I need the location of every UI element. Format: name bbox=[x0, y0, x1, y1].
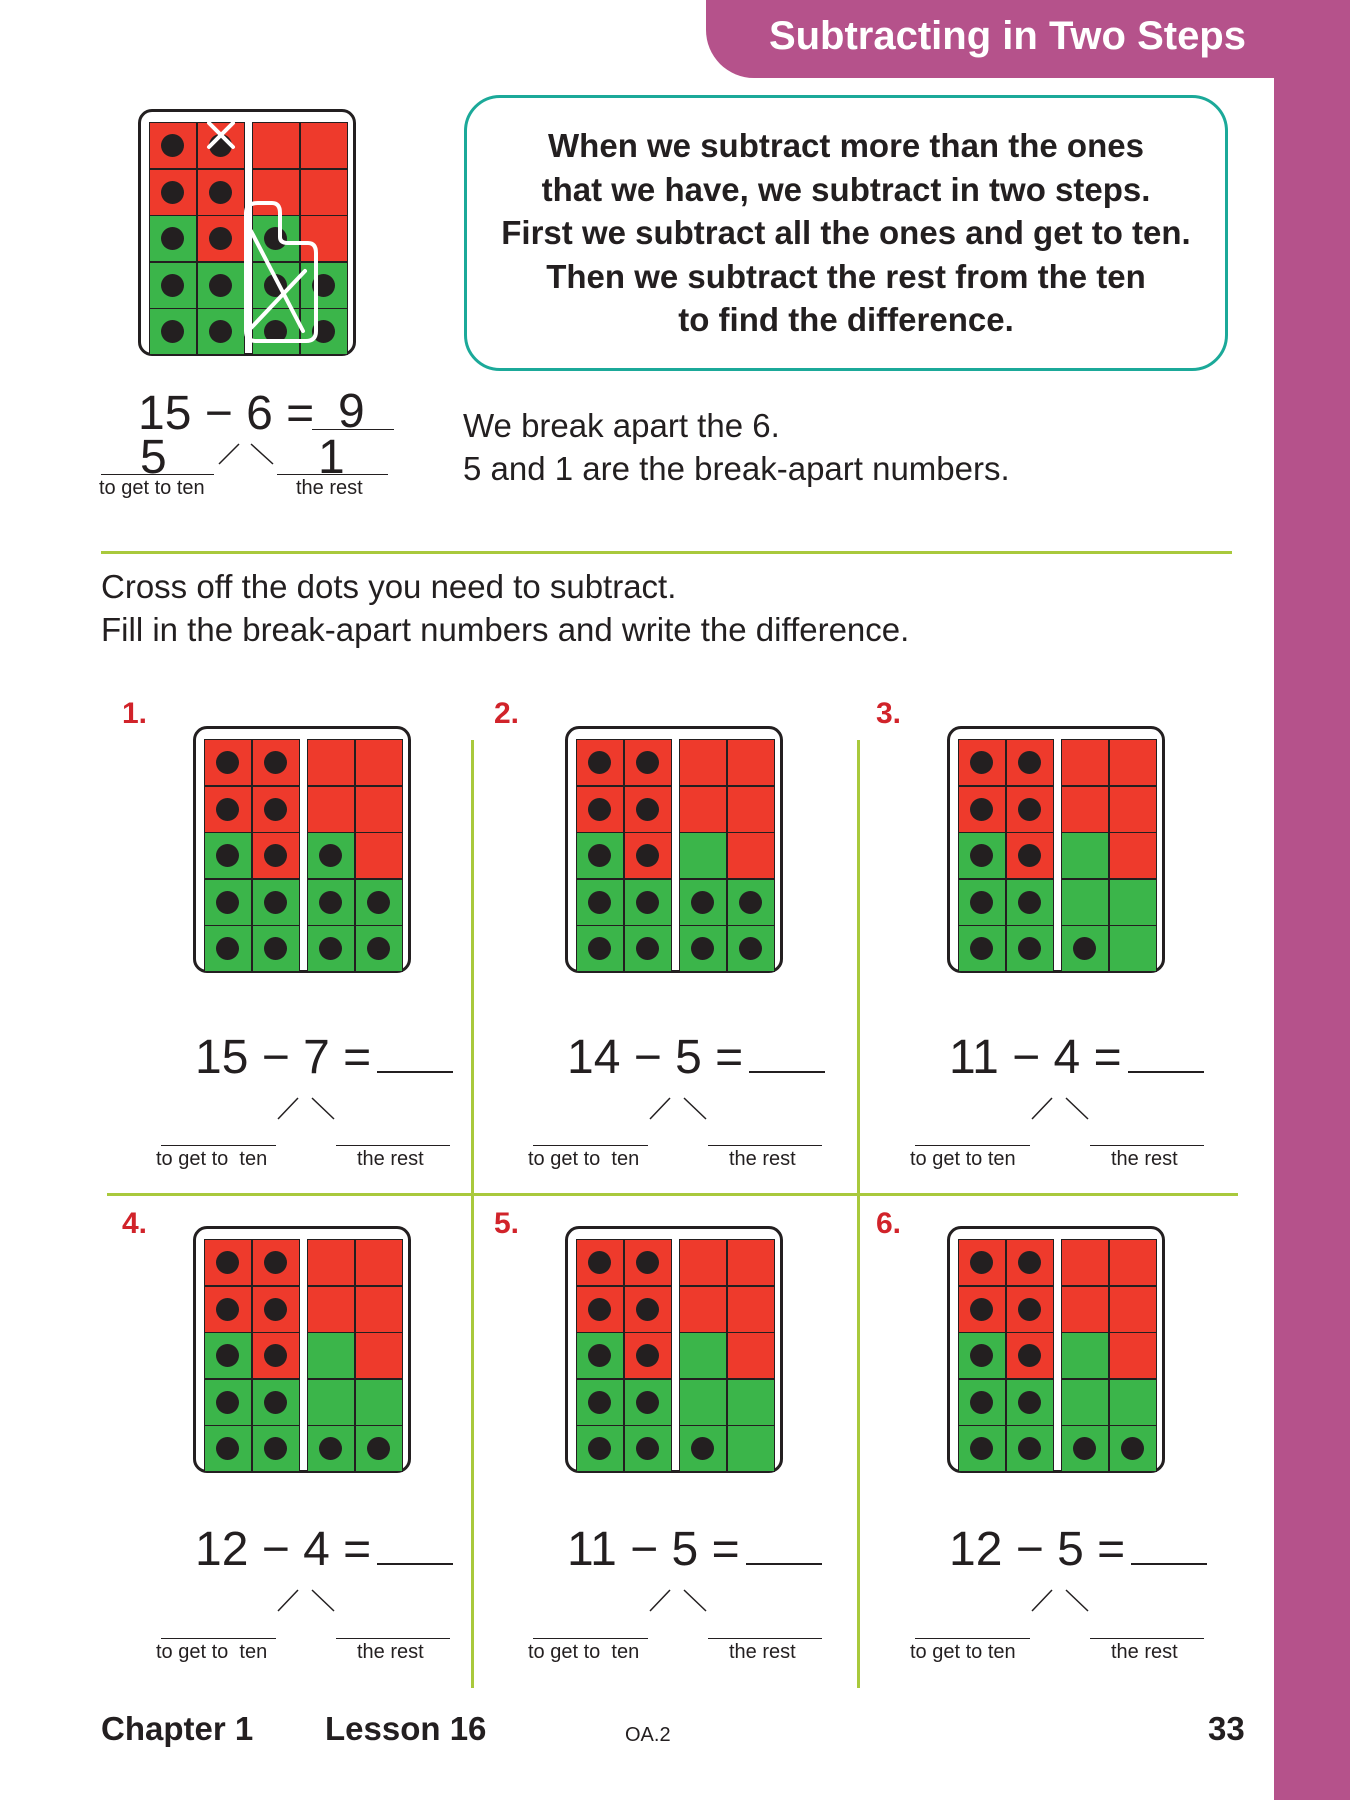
ten-frame-cell bbox=[577, 787, 623, 832]
ten-frame-right bbox=[307, 1239, 403, 1472]
counter-dot[interactable] bbox=[264, 1437, 287, 1460]
label-the-rest: the rest bbox=[1111, 1148, 1178, 1170]
ten-frame-cell bbox=[1062, 880, 1108, 925]
ten-frame-cell bbox=[959, 787, 1005, 832]
ten-frame-cell bbox=[680, 1426, 726, 1471]
counter-dot[interactable] bbox=[264, 1344, 287, 1367]
ten-frame-right bbox=[1061, 1239, 1157, 1472]
counter-dot[interactable] bbox=[319, 1437, 342, 1460]
rule-text: When we subtract more than the ones bbox=[548, 127, 1144, 165]
ten-frame-left bbox=[204, 739, 300, 972]
ten-frame-cell bbox=[1110, 1287, 1156, 1332]
ten-frame-cell bbox=[205, 926, 251, 971]
counter-dot[interactable] bbox=[588, 1344, 611, 1367]
counter-dot[interactable] bbox=[216, 844, 239, 867]
counter-dot[interactable] bbox=[691, 937, 714, 960]
counter-dot[interactable] bbox=[970, 1298, 993, 1321]
counter-dot[interactable] bbox=[367, 937, 390, 960]
counter-dot[interactable] bbox=[970, 751, 993, 774]
answer-blank[interactable] bbox=[749, 1070, 825, 1073]
ten-frame-cell bbox=[356, 1426, 402, 1471]
counter-dot[interactable] bbox=[970, 891, 993, 914]
ten-frame-left bbox=[576, 1239, 672, 1472]
rule-text: that we have, we subtract in two steps. bbox=[541, 170, 1151, 208]
counter-dot[interactable] bbox=[739, 937, 762, 960]
ten-frame-cell bbox=[308, 1333, 354, 1378]
ten-frame-cell bbox=[356, 1380, 402, 1425]
ten-frame-cell bbox=[205, 1333, 251, 1378]
ten-frame-cell bbox=[680, 833, 726, 878]
counter-dot[interactable] bbox=[739, 891, 762, 914]
break-apart-branches bbox=[274, 1094, 338, 1122]
ten-frame-cell bbox=[728, 1380, 774, 1425]
counter-dot[interactable] bbox=[970, 1437, 993, 1460]
counter-dot[interactable] bbox=[264, 798, 287, 821]
ten-frame-cell bbox=[625, 833, 671, 878]
counter-dot[interactable] bbox=[588, 798, 611, 821]
label-the-rest: the rest bbox=[729, 1148, 796, 1170]
section-divider bbox=[101, 551, 1232, 554]
counter-dot[interactable] bbox=[319, 844, 342, 867]
ten-frame-cell bbox=[959, 740, 1005, 785]
equation-text: 15 − 7 = bbox=[195, 1031, 372, 1084]
ten-frame-cell bbox=[205, 880, 251, 925]
ten-frame-pair bbox=[565, 1226, 783, 1473]
ten-frame-cell bbox=[205, 787, 251, 832]
answer-line bbox=[312, 429, 394, 430]
ten-frame-cell bbox=[1110, 833, 1156, 878]
ten-frame-cell bbox=[1007, 926, 1053, 971]
page-number: 33 bbox=[1208, 1710, 1245, 1747]
label-the-rest: the rest bbox=[1111, 1641, 1178, 1663]
ten-frame-cell bbox=[1007, 1287, 1053, 1332]
counter-dot[interactable] bbox=[1018, 1391, 1041, 1414]
problem-equation bbox=[567, 1031, 825, 1084]
explanation-text: We break apart the 6. bbox=[463, 407, 780, 444]
ten-frame-cell bbox=[1110, 787, 1156, 832]
ten-frame-cell bbox=[1007, 1240, 1053, 1285]
rule-callout-box bbox=[464, 95, 1228, 371]
ten-frame-cell bbox=[959, 1240, 1005, 1285]
label-to-get-to-ten: to get to ten bbox=[910, 1148, 1016, 1170]
ten-frame-cell bbox=[728, 1426, 774, 1471]
ten-frame-cell bbox=[959, 1380, 1005, 1425]
ten-frame-cell bbox=[959, 833, 1005, 878]
ten-frame-cell bbox=[308, 1287, 354, 1332]
problem-equation bbox=[195, 1523, 453, 1576]
ten-frame-cell bbox=[680, 880, 726, 925]
example-equation: 15 − 6 = bbox=[138, 387, 315, 440]
grid-divider bbox=[471, 740, 474, 1688]
label-to-get-to-ten: to get to ten bbox=[156, 1148, 268, 1170]
counter-dot[interactable] bbox=[636, 1251, 659, 1274]
counter-dot[interactable] bbox=[1018, 1344, 1041, 1367]
instruction-text: Cross off the dots you need to subtract. bbox=[101, 568, 677, 605]
counter-dot[interactable] bbox=[216, 1344, 239, 1367]
ten-frame-cell bbox=[308, 740, 354, 785]
ten-frame-cell bbox=[959, 1426, 1005, 1471]
part-rest-blank[interactable] bbox=[708, 1145, 822, 1146]
counter-dot[interactable] bbox=[216, 1298, 239, 1321]
part-rest-line bbox=[277, 474, 388, 475]
answer-blank[interactable] bbox=[1131, 1562, 1207, 1565]
ten-frame-cell bbox=[625, 1240, 671, 1285]
ten-frame-cell bbox=[1110, 880, 1156, 925]
ten-frame-cell bbox=[1062, 1333, 1108, 1378]
label-to-get-to-ten: to get to ten bbox=[156, 1641, 268, 1663]
break-apart-branches bbox=[1028, 1586, 1092, 1614]
counter-dot[interactable] bbox=[970, 1391, 993, 1414]
ten-frame-cell bbox=[1062, 1287, 1108, 1332]
counter-dot[interactable] bbox=[319, 891, 342, 914]
counter-dot[interactable] bbox=[367, 891, 390, 914]
counter-dot[interactable] bbox=[636, 1344, 659, 1367]
problem-number: 5. bbox=[494, 1207, 520, 1240]
counter-dot[interactable] bbox=[1018, 891, 1041, 914]
label-the-rest: the rest bbox=[296, 477, 363, 499]
ten-frame-cell bbox=[625, 1380, 671, 1425]
ten-frame-pair bbox=[193, 1226, 411, 1473]
ten-frame-pair bbox=[947, 1226, 1165, 1473]
ten-frame-cell bbox=[680, 926, 726, 971]
counter-dot[interactable] bbox=[1121, 1437, 1144, 1460]
ten-frame-cell bbox=[308, 1240, 354, 1285]
counter-dot[interactable] bbox=[588, 937, 611, 960]
counter-dot[interactable] bbox=[588, 1298, 611, 1321]
answer-blank[interactable] bbox=[377, 1562, 453, 1565]
counter-dot[interactable] bbox=[1018, 1437, 1041, 1460]
label-the-rest: the rest bbox=[357, 1641, 424, 1663]
problem-equation bbox=[567, 1523, 822, 1576]
problem-number: 2. bbox=[494, 697, 520, 730]
counter-dot[interactable] bbox=[691, 1437, 714, 1460]
counter-dot[interactable] bbox=[588, 1437, 611, 1460]
ten-frame-cell bbox=[1062, 833, 1108, 878]
example-part-ten: 5 bbox=[140, 431, 167, 484]
ten-frame-right bbox=[679, 739, 775, 972]
counter-dot[interactable] bbox=[588, 751, 611, 774]
problem-equation bbox=[195, 1031, 453, 1084]
ten-frame-left bbox=[958, 739, 1054, 972]
ten-frame-cell bbox=[253, 1240, 299, 1285]
footer-lesson: Lesson 16 bbox=[325, 1710, 487, 1747]
ten-frame-cell bbox=[728, 880, 774, 925]
counter-dot[interactable] bbox=[1018, 1298, 1041, 1321]
ten-frame-right bbox=[679, 1239, 775, 1472]
counter-dot[interactable] bbox=[691, 891, 714, 914]
counter-dot[interactable] bbox=[970, 844, 993, 867]
ten-frame-cell bbox=[356, 926, 402, 971]
ten-frame-cell bbox=[1062, 926, 1108, 971]
example-cross-marks bbox=[138, 109, 358, 359]
example-answer: 9 bbox=[338, 385, 365, 438]
ten-frame-cell bbox=[728, 787, 774, 832]
counter-dot[interactable] bbox=[216, 1251, 239, 1274]
counter-dot[interactable] bbox=[636, 937, 659, 960]
label-to-get-to-ten: to get to ten bbox=[99, 477, 205, 499]
label-to-get-to-ten: to get to ten bbox=[910, 1641, 1016, 1663]
break-apart-branches bbox=[1028, 1094, 1092, 1122]
counter-dot[interactable] bbox=[588, 891, 611, 914]
break-apart-branches bbox=[215, 438, 277, 468]
equation-text: 12 − 5 = bbox=[949, 1523, 1126, 1576]
counter-dot[interactable] bbox=[264, 1298, 287, 1321]
equation-text: 11 − 4 = bbox=[949, 1031, 1122, 1084]
ten-frame-cell bbox=[356, 1240, 402, 1285]
counter-dot[interactable] bbox=[319, 937, 342, 960]
counter-dot[interactable] bbox=[264, 1251, 287, 1274]
ten-frame-cell bbox=[577, 833, 623, 878]
counter-dot[interactable] bbox=[588, 1391, 611, 1414]
ten-frame-cell bbox=[1062, 740, 1108, 785]
counter-dot[interactable] bbox=[636, 1437, 659, 1460]
counter-dot[interactable] bbox=[636, 1298, 659, 1321]
ten-frame-cell bbox=[625, 926, 671, 971]
ten-frame-cell bbox=[680, 740, 726, 785]
problem-number: 1. bbox=[122, 697, 148, 730]
ten-frame-cell bbox=[959, 1287, 1005, 1332]
footer-chapter: Chapter 1 bbox=[101, 1710, 254, 1747]
ten-frame-cell bbox=[1110, 1240, 1156, 1285]
counter-dot[interactable] bbox=[264, 937, 287, 960]
ten-frame-cell bbox=[356, 1287, 402, 1332]
ten-frame-cell bbox=[308, 1426, 354, 1471]
explanation-text: 5 and 1 are the break-apart numbers. bbox=[463, 450, 1010, 487]
counter-dot[interactable] bbox=[970, 937, 993, 960]
ten-frame-cell bbox=[625, 880, 671, 925]
counter-dot[interactable] bbox=[1073, 937, 1096, 960]
break-apart-branches bbox=[646, 1094, 710, 1122]
rule-text: First we subtract all the ones and get to ten. bbox=[501, 214, 1191, 252]
ten-frame-cell bbox=[577, 1426, 623, 1471]
ten-frame-right bbox=[1061, 739, 1157, 972]
ten-frame-cell bbox=[1110, 740, 1156, 785]
counter-dot[interactable] bbox=[970, 1344, 993, 1367]
ten-frame-cell bbox=[680, 1287, 726, 1332]
ten-frame-left bbox=[204, 1239, 300, 1472]
ten-frame-cell bbox=[680, 1240, 726, 1285]
ten-frame-cell bbox=[728, 1287, 774, 1332]
ten-frame-cell bbox=[1007, 1426, 1053, 1471]
counter-dot[interactable] bbox=[1018, 751, 1041, 774]
ten-frame-cell bbox=[1110, 926, 1156, 971]
ten-frame-cell bbox=[205, 1380, 251, 1425]
counter-dot[interactable] bbox=[636, 1391, 659, 1414]
ten-frame-left bbox=[576, 739, 672, 972]
ten-frame-cell bbox=[577, 926, 623, 971]
ten-frame-cell bbox=[577, 1380, 623, 1425]
ten-frame-right bbox=[307, 739, 403, 972]
ten-frame-cell bbox=[308, 833, 354, 878]
grid-divider bbox=[107, 1193, 1238, 1196]
part-ten-blank[interactable] bbox=[533, 1145, 648, 1146]
ten-frame-cell bbox=[1007, 787, 1053, 832]
ten-frame-pair bbox=[193, 726, 411, 973]
ten-frame-cell bbox=[253, 787, 299, 832]
ten-frame-cell bbox=[253, 833, 299, 878]
ten-frame-cell bbox=[308, 787, 354, 832]
ten-frame-cell bbox=[1110, 1333, 1156, 1378]
part-rest-blank[interactable] bbox=[708, 1638, 822, 1639]
equation-text: 12 − 4 = bbox=[195, 1523, 372, 1576]
ten-frame-cell bbox=[959, 1333, 1005, 1378]
counter-dot[interactable] bbox=[1018, 937, 1041, 960]
counter-dot[interactable] bbox=[264, 844, 287, 867]
counter-dot[interactable] bbox=[216, 937, 239, 960]
counter-dot[interactable] bbox=[1018, 1251, 1041, 1274]
ten-frame-cell bbox=[205, 833, 251, 878]
counter-dot[interactable] bbox=[970, 1251, 993, 1274]
ten-frame-cell bbox=[308, 1380, 354, 1425]
ten-frame-cell bbox=[356, 740, 402, 785]
ten-frame-left bbox=[958, 1239, 1054, 1472]
counter-dot[interactable] bbox=[636, 798, 659, 821]
ten-frame-cell bbox=[577, 1240, 623, 1285]
part-rest-blank[interactable] bbox=[336, 1638, 450, 1639]
ten-frame-cell bbox=[1007, 740, 1053, 785]
ten-frame-cell bbox=[1007, 1333, 1053, 1378]
part-ten-blank[interactable] bbox=[161, 1638, 276, 1639]
break-apart-branches bbox=[646, 1586, 710, 1614]
answer-blank[interactable] bbox=[1128, 1070, 1204, 1073]
ten-frame-cell bbox=[1007, 880, 1053, 925]
ten-frame-cell bbox=[253, 880, 299, 925]
ten-frame-cell bbox=[625, 1333, 671, 1378]
label-to-get-to-ten: to get to ten bbox=[528, 1148, 640, 1170]
ten-frame-cell bbox=[1007, 1380, 1053, 1425]
ten-frame-cell bbox=[625, 787, 671, 832]
counter-dot[interactable] bbox=[216, 798, 239, 821]
label-to-get-to-ten: to get to ten bbox=[528, 1641, 640, 1663]
ten-frame-cell bbox=[728, 833, 774, 878]
ten-frame-cell bbox=[1007, 833, 1053, 878]
counter-dot[interactable] bbox=[216, 1391, 239, 1414]
example-part-rest: 1 bbox=[318, 431, 345, 484]
ten-frame-cell bbox=[308, 880, 354, 925]
ten-frame-cell bbox=[205, 1240, 251, 1285]
ten-frame-cell bbox=[728, 1333, 774, 1378]
equation-text: 14 − 5 = bbox=[567, 1031, 744, 1084]
equation-text: 11 − 5 = bbox=[567, 1523, 740, 1576]
part-ten-blank[interactable] bbox=[915, 1638, 1030, 1639]
ten-frame-cell bbox=[356, 880, 402, 925]
ten-frame-cell bbox=[205, 1426, 251, 1471]
part-rest-blank[interactable] bbox=[1090, 1638, 1204, 1639]
counter-dot[interactable] bbox=[1018, 798, 1041, 821]
ten-frame-cell bbox=[356, 1333, 402, 1378]
counter-dot[interactable] bbox=[636, 751, 659, 774]
ten-frame-cell bbox=[959, 926, 1005, 971]
ten-frame-cell bbox=[356, 833, 402, 878]
label-the-rest: the rest bbox=[729, 1641, 796, 1663]
break-apart-branches bbox=[274, 1586, 338, 1614]
ten-frame-cell bbox=[1110, 1426, 1156, 1471]
ten-frame-cell bbox=[308, 926, 354, 971]
ten-frame-cell bbox=[1062, 1240, 1108, 1285]
part-ten-blank[interactable] bbox=[533, 1638, 648, 1639]
answer-blank[interactable] bbox=[377, 1070, 453, 1073]
problem-number: 4. bbox=[122, 1207, 148, 1240]
part-rest-blank[interactable] bbox=[336, 1145, 450, 1146]
counter-dot[interactable] bbox=[264, 1391, 287, 1414]
ten-frame-cell bbox=[577, 1287, 623, 1332]
counter-dot[interactable] bbox=[970, 798, 993, 821]
counter-dot[interactable] bbox=[216, 751, 239, 774]
instruction-text: Fill in the break-apart numbers and write the difference. bbox=[101, 611, 910, 648]
rule-text: Then we subtract the rest from the ten bbox=[546, 257, 1146, 295]
ten-frame-cell bbox=[577, 880, 623, 925]
part-ten-blank[interactable] bbox=[915, 1145, 1030, 1146]
answer-blank[interactable] bbox=[746, 1562, 822, 1565]
ten-frame-cell bbox=[728, 1240, 774, 1285]
page-title: Subtracting in Two Steps bbox=[768, 14, 1246, 58]
ten-frame-cell bbox=[577, 740, 623, 785]
ten-frame-cell bbox=[253, 1287, 299, 1332]
ten-frame-pair bbox=[947, 726, 1165, 973]
counter-dot[interactable] bbox=[216, 1437, 239, 1460]
ten-frame-cell bbox=[1062, 1426, 1108, 1471]
ten-frame-cell bbox=[205, 740, 251, 785]
ten-frame-cell bbox=[728, 740, 774, 785]
ten-frame-cell bbox=[253, 1380, 299, 1425]
ten-frame-cell bbox=[680, 1380, 726, 1425]
ten-frame-cell bbox=[680, 1333, 726, 1378]
counter-dot[interactable] bbox=[636, 891, 659, 914]
ten-frame-cell bbox=[1062, 787, 1108, 832]
ten-frame-cell bbox=[680, 787, 726, 832]
grid-divider bbox=[857, 740, 860, 1688]
ten-frame-cell bbox=[1110, 1380, 1156, 1425]
ten-frame-cell bbox=[356, 787, 402, 832]
counter-dot[interactable] bbox=[636, 844, 659, 867]
ten-frame-cell bbox=[577, 1333, 623, 1378]
ten-frame-cell bbox=[728, 926, 774, 971]
ten-frame-pair bbox=[565, 726, 783, 973]
ten-frame-cell bbox=[625, 1287, 671, 1332]
ten-frame-cell bbox=[625, 740, 671, 785]
rule-text: to find the difference. bbox=[678, 301, 1014, 339]
label-the-rest: the rest bbox=[357, 1148, 424, 1170]
part-rest-blank[interactable] bbox=[1090, 1145, 1204, 1146]
counter-dot[interactable] bbox=[264, 751, 287, 774]
part-ten-blank[interactable] bbox=[161, 1145, 276, 1146]
ten-frame-cell bbox=[253, 740, 299, 785]
counter-dot[interactable] bbox=[264, 891, 287, 914]
ten-frame-cell bbox=[1062, 1380, 1108, 1425]
ten-frame-cell bbox=[959, 880, 1005, 925]
footer-standard: OA.2 bbox=[625, 1724, 671, 1746]
title-banner bbox=[706, 0, 1306, 78]
problem-number: 3. bbox=[876, 697, 902, 730]
counter-dot[interactable] bbox=[216, 891, 239, 914]
ten-frame-cell bbox=[253, 926, 299, 971]
counter-dot[interactable] bbox=[367, 1437, 390, 1460]
problem-equation bbox=[949, 1031, 1204, 1084]
ten-frame-cell bbox=[625, 1426, 671, 1471]
ten-frame-cell bbox=[253, 1333, 299, 1378]
part-ten-line bbox=[101, 474, 214, 475]
counter-dot[interactable] bbox=[1073, 1437, 1096, 1460]
problem-equation bbox=[949, 1523, 1207, 1576]
ten-frame-cell bbox=[253, 1426, 299, 1471]
side-strip bbox=[1274, 0, 1350, 1800]
ten-frame-cell bbox=[205, 1287, 251, 1332]
counter-dot[interactable] bbox=[588, 1251, 611, 1274]
problem-number: 6. bbox=[876, 1207, 902, 1240]
counter-dot[interactable] bbox=[1018, 844, 1041, 867]
counter-dot[interactable] bbox=[588, 844, 611, 867]
